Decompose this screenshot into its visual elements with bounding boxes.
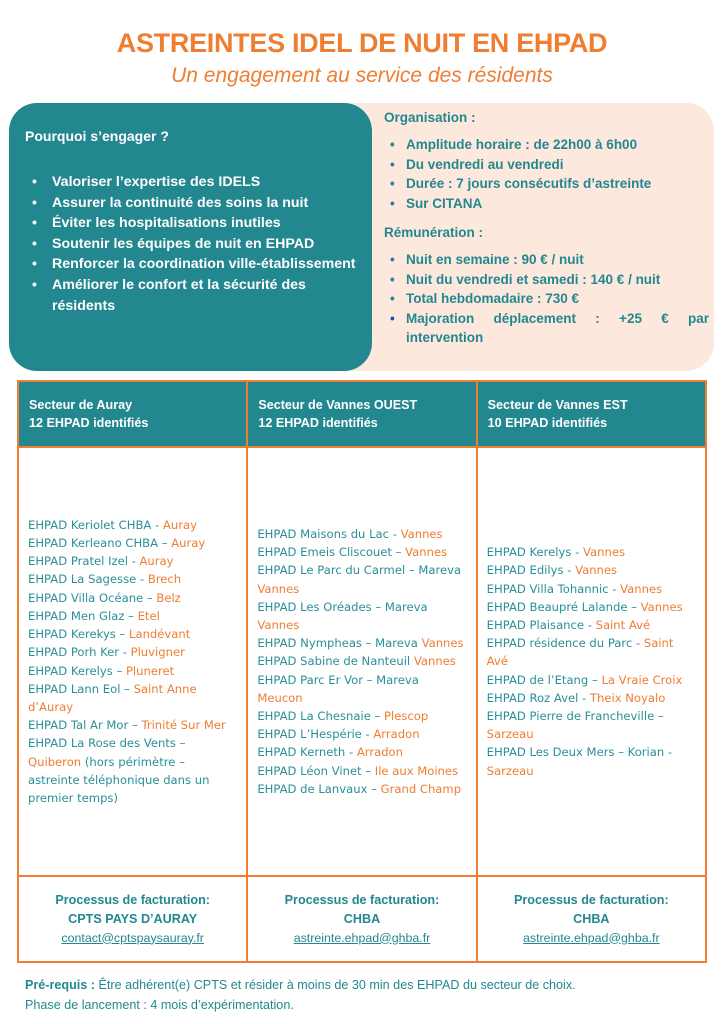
ehpad-town: Theix Noyalo [589,690,666,705]
ehpad-name: EHPAD Emeis Cliscouet – [257,545,406,560]
billing-label: Processus de facturation: [55,892,210,907]
ehpad-name: EHPAD Porh Ker - [28,645,131,660]
ehpad-town: Vannes [413,654,456,669]
ehpad-entry [28,516,237,534]
ehpad-entry [28,570,237,588]
ehpad-name: EHPAD Le Parc du Carmel – Mareva [257,563,462,578]
ehpad-name: EHPAD Maisons du Lac - [257,526,401,541]
ehpad-list-auray [18,447,247,876]
ehpad-town: Plescop [384,709,429,723]
ehpad-list [28,516,237,807]
ehpad-entry [487,743,696,779]
ehpad-entry [487,543,696,561]
bullet-icon: • [390,271,395,287]
ehpad-entry [487,561,696,579]
ehpad-entry [28,716,237,734]
ehpad-name: EHPAD Pierre de Francheville – [486,709,664,723]
ehpad-list-vannes-ouest [247,447,476,876]
ehpad-name: EHPAD L’Hespérie - [257,727,374,742]
ehpad-town: Trinité Sur Mer [141,718,226,733]
ehpad-name: EHPAD Kerelys – [28,663,126,678]
billing-label: Processus de facturation: [513,892,669,907]
billing-org: CPTS PAYS D’AURAY [68,911,198,926]
organisation-item: • Du vendredi au vendredi [384,155,709,175]
prerequisite-text: Être adhérent(e) CPTS et résider à moins de 30 min des EHPAD du secteur de choix. [95,978,576,992]
ehpad-town: Pluneret [125,663,175,678]
ehpad-town: Arradon [356,745,403,760]
ehpad-town: Vannes [620,581,663,596]
ehpad-entry [487,671,696,689]
billing-row [18,876,706,962]
ehpad-town: Sarzeau [486,727,534,742]
ehpad-name: EHPAD Les Oréades – Mareva [257,599,428,614]
ehpad-entry [257,598,466,634]
ehpad-entry [257,561,466,597]
page-title: ASTREINTES IDEL DE NUIT EN EHPAD [116,28,608,58]
remuneration-list [384,250,709,348]
ehpad-entry [28,643,237,661]
ehpad-entry [487,689,696,707]
ehpad-list [487,543,696,780]
ehpad-name: EHPAD Sabine de Nanteuil [257,654,414,669]
ehpad-entry [487,598,696,616]
ehpad-name: EHPAD La Chesnaie – [257,709,385,723]
why-heading: Pourquoi s’engager ? [25,128,169,144]
billing-org: CHBA [343,911,381,926]
sector-header-auray: Secteur de Auray 12 EHPAD identifiés [18,381,247,447]
ehpad-entry [28,662,237,680]
bullet-icon: • [32,235,37,252]
ehpad-name: EHPAD Tal Ar Mor – [28,718,142,733]
billing-cell-auray [18,876,247,962]
bullet-icon: • [390,291,395,306]
why-item: • Éviter les hospitalisations inutiles [28,213,363,234]
remuneration-item: • Majoration déplacement : +25 € par intervention [390,310,709,345]
ehpad-name: EHPAD Edilys - [486,563,576,578]
bullet-icon: • [32,276,37,293]
ehpad-name: EHPAD Lann Eol – [28,681,134,696]
ehpad-name: EHPAD Les Deux Mers – Korian - [486,745,673,760]
ehpad-entry [257,525,466,543]
ehpad-town: Saint Avé [595,617,651,632]
ehpad-entry [28,680,237,716]
ehpad-entry [257,725,466,743]
billing-email-link[interactable]: astreinte.ehpad@ghba.fr [523,930,660,945]
ehpad-town: Saint Avé [486,636,674,669]
prerequisite-line [25,975,715,995]
ehpad-town: Etel [137,608,160,623]
sectors-list-row [18,447,706,876]
remuneration-item: • Nuit du vendredi et samedi : 140 € / nuit [384,270,709,290]
ehpad-name: EHPAD résidence du Parc - [486,636,644,651]
sector-header-vannes-est: Secteur de Vannes EST 10 EHPAD identifiés [477,381,706,447]
ehpad-entry [257,762,466,780]
ehpad-town: Vannes [640,599,683,614]
ehpad-entry [28,734,237,807]
ehpad-name: EHPAD Pratel Izel - [28,554,140,569]
ehpad-town: Auray [171,536,206,551]
why-item: • Soutenir les équipes de nuit en EHPAD [28,234,363,255]
billing-cell-vannes-ouest [247,876,476,962]
why-list [28,172,363,316]
ehpad-list [257,525,466,798]
ehpad-name: EHPAD Roz Avel - [486,690,590,705]
ehpad-name: EHPAD Keriolet CHBA - [28,517,163,532]
bullet-icon: • [390,156,395,172]
ehpad-entry [28,625,237,643]
ehpad-town: Vannes [400,526,443,541]
ehpad-town: Vannes [257,617,300,632]
ehpad-name: EHPAD La Rose des Vents – [28,736,186,751]
ehpad-name: EHPAD Kerleano CHBA – [28,536,172,551]
ehpad-entry [487,634,696,670]
ehpad-town: Vannes [582,545,625,560]
ehpad-list-vannes-est [477,447,706,876]
billing-org: CHBA [573,911,610,926]
why-item: • Renforcer la coordination ville-établissement [28,254,363,275]
ehpad-name: EHPAD Kerneth - [257,745,357,760]
footer-notes [25,975,715,1015]
why-item: • Assurer la continuité des soins la nuit [28,193,363,214]
billing-cell-vannes-est [477,876,706,962]
ehpad-name: EHPAD de l’Etang – [486,672,602,687]
ehpad-entry [487,616,696,634]
sectors-table [17,380,707,963]
ehpad-name: EHPAD de Lanvaux – [257,781,381,796]
ehpad-name: EHPAD Plaisance - [486,617,596,632]
ehpad-town: Grand Champ [380,781,462,796]
bullet-icon: • [390,195,395,211]
ehpad-name: EHPAD La Sagesse - [28,572,148,587]
remuneration-heading: Rémunération : [384,225,484,240]
ehpad-town: Landévant [129,627,191,642]
ehpad-entry [28,607,237,625]
why-item: • Valoriser l’expertise des IDELS [28,172,363,193]
ehpad-name: EHPAD Nympheas – Mareva [257,636,422,651]
ehpad-entry [257,780,466,798]
organisation-section [384,110,709,348]
sector-header-vannes-ouest: Secteur de Vannes OUEST 12 EHPAD identifiés [247,381,476,447]
ehpad-town: Vannes [257,581,300,596]
billing-email-link[interactable]: astreinte.ehpad@ghba.fr [293,930,431,945]
ehpad-name: EHPAD Men Glaz – [28,608,138,623]
organisation-heading: Organisation : [384,110,476,125]
remuneration-item: • Total hebdomadaire : 730 € [384,289,709,309]
ehpad-entry [257,634,466,652]
ehpad-entry [28,534,237,552]
ehpad-entry [487,707,696,743]
launch-phase-line: Phase de lancement : 4 mois d’expérimentation. [25,998,294,1012]
prerequisite-label: Pré-requis : [25,978,95,992]
ehpad-entry [28,552,237,570]
ehpad-entry [257,707,466,725]
ehpad-town: Auray [162,517,197,532]
ehpad-entry [257,652,466,670]
ehpad-name: EHPAD Villa Océane – [28,590,157,605]
organisation-item: • Amplitude horaire : de 22h00 à 6h00 [384,135,709,155]
ehpad-entry [28,589,237,607]
ehpad-town: Meucon [257,690,303,705]
page-subtitle: Un engagement au service des résidents [171,64,553,87]
bullet-icon: • [32,174,37,190]
ehpad-town: Vannes [575,563,618,578]
ehpad-entry [257,743,466,761]
bullet-icon: • [32,215,37,232]
ehpad-town: Sarzeau [486,763,534,778]
bullet-icon: • [390,310,395,326]
remuneration-item: • Nuit en semaine : 90 € / nuit [384,250,709,270]
why-item: • Améliorer le confort et la sécurité des résidents [32,276,306,314]
ehpad-name: EHPAD Kerekys – [28,627,130,642]
ehpad-town: Vannes [421,636,464,651]
ehpad-name: EHPAD Villa Tohannic - [486,581,621,596]
bullet-icon: • [390,252,395,267]
ehpad-name: EHPAD Léon Vinet – [257,763,375,778]
ehpad-entry [257,671,466,707]
bullet-icon: • [32,256,37,273]
billing-email-link[interactable]: contact@cptspaysauray.fr [61,930,204,945]
organisation-list [384,135,709,213]
ehpad-town: Brech [147,572,182,587]
billing-label: Processus de facturation: [284,892,440,907]
ehpad-town: La Vraie Croix [601,672,683,687]
bullet-icon: • [390,137,395,152]
ehpad-town: Arradon [373,727,420,742]
ehpad-town: Belz [156,590,181,605]
ehpad-town: Quiberon [28,754,82,769]
ehpad-town: Pluvigner [130,645,185,660]
ehpad-entry [257,543,466,561]
ehpad-name: EHPAD Parc Er Vor – Mareva [257,672,419,687]
sectors-header-row [18,381,706,447]
bullet-icon: • [390,176,395,191]
ehpad-town: Vannes [405,545,448,560]
ehpad-town: Saint Anne d’Auray [28,681,197,714]
bullet-icon: • [32,194,37,211]
ehpad-town: Ile aux Moines [374,763,459,778]
organisation-item: • Sur CITANA [384,194,709,214]
organisation-item: • Durée : 7 jours consécutifs d’astreinte [384,174,709,194]
ehpad-name: EHPAD Beaupré Lalande – [486,599,641,614]
ehpad-name: EHPAD Kerelys - [486,545,583,560]
ehpad-entry [487,580,696,598]
ehpad-note: (hors périmètre – astreinte téléphonique dans un premier temps) [28,754,210,805]
ehpad-town: Auray [139,554,174,569]
